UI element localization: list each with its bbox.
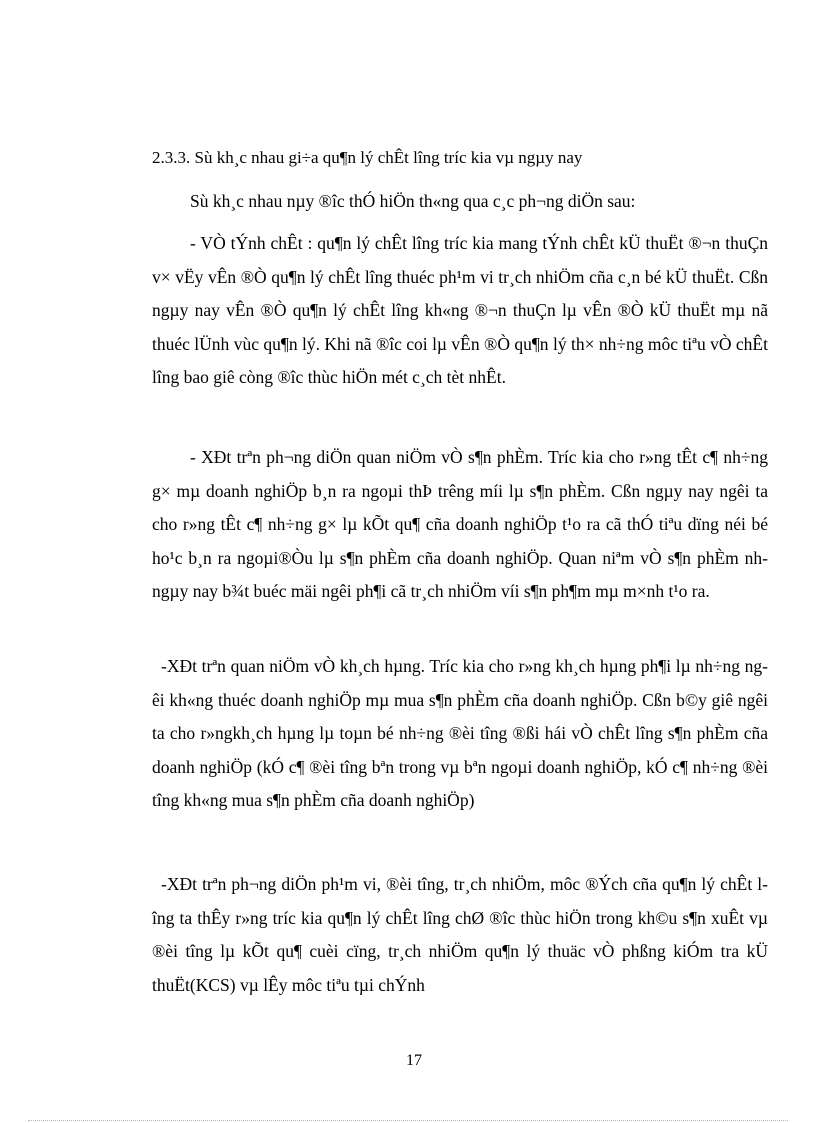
paragraph-intro: [152, 185, 768, 219]
paragraph-scope: [152, 868, 768, 1002]
paragraph-customer-concept: [152, 650, 768, 818]
paragraph-text: -XÐt trªn ph¬ng diÖn ph¹m vi, ®èi tîng, tr¸ch nhiÖm, môc ®Ých cña qu¶n lý chÊt lîng ta thÊy r»ng tríc kia qu¶n lý chÊt lîng chØ ®îc thùc hiÖn trong kh©u s¶n xuÊt vµ ®èi tîng lµ kÕt qu¶ cuèi cïng, tr¸ch nhiÖm qu¶n lý thuäc vÒ phßng kiÓm tra kÜ thuËt(KCS) vµ lÊy môc tiªu tµi chÝnh: [152, 874, 768, 995]
paragraph-text: Sù kh¸c nhau nµy ®îc thÓ hiÖn th«ng qua c¸c ph¬ng diÖn sau:: [190, 191, 636, 211]
paragraph-text: - XÐt trªn ph¬ng diÖn quan niÖm vÒ s¶n phÈm. Tríc kia cho r»ng tÊt c¶ nh÷ng g× mµ doanh nghiÖp b¸n ra ngoµi thÞ trêng míi lµ s¶n phÈm. Cßn ngµy nay ngêi ta cho r»ng tÊt c¶ nh÷ng g× lµ kÕt qu¶ cña doanh nghiÖp t¹o ra cã thÓ tiªu dïng néi bé ho¹c b¸n ra ngoµi®Òu lµ s¶n phÈm cña doanh nghiÖp. Quan niªm vÒ s¶n phÈm nh ngµy nay b¾t buéc mäi ngêi ph¶i cã tr¸ch nhiÖm víi s¶n ph¶m mµ m×nh t¹o ra.: [152, 447, 768, 602]
paragraph-text: -XÐt trªn quan niÖm vÒ kh¸ch hµng. Tríc kia cho r»ng kh¸ch hµng ph¶i lµ nh÷ng ngêi kh«ng thuéc doanh nghiÖp mµ mua s¶n phÈm cña doanh nghiÖp. Cßn b©y giê ngêi ta cho r»ngkh¸ch hµng lµ toµn bé nh÷ng ®èi tîng ®ßi hái vÒ chÊt lîng s¶n phÈm cña doanh nghiÖp (kÓ c¶ ®èi tîng bªn trong vµ bªn ngoµi doanh nghiÖp, kÓ c¶ nh÷ng ®èi tîng kh«ng mua s¶n phÈm cña doanh nghiÖp): [152, 656, 768, 811]
paragraph-text: - VÒ tÝnh chÊt : qu¶n lý chÊt lîng tríc kia mang tÝnh chÊt kÜ thuËt ®¬n thuÇn v× vËy vÊn ®Ò qu¶n lý chÊt lîng thuéc ph¹m vi tr¸ch nhiÖm cña c¸n bé kÜ thuËt. Cßn ngµy nay vÊn ®Ò qu¶n lý chÊt lîng kh«ng ®¬n thuÇn lµ vÊn ®Ò kÜ thuËt mµ nã thuéc lÜnh vùc qu¶n lý. Khi nã ®îc coi lµ vÊn ®Ò qu¶n lý th× nh÷ng môc tiªu vÒ chÊt lîng bao giê còng ®îc thùc hiÖn mét c¸ch tèt nhÊt.: [152, 233, 768, 388]
section-heading: 2.3.3. Sù kh¸c nhau gi÷a qu¶n lý chÊt lîng tríc kia vµ ngµy nay: [152, 148, 583, 167]
paragraph-product-concept: [152, 441, 768, 609]
page-bottom-divider: [28, 1120, 788, 1121]
paragraph-nature: [152, 227, 768, 395]
page-number: 17: [406, 1052, 422, 1069]
